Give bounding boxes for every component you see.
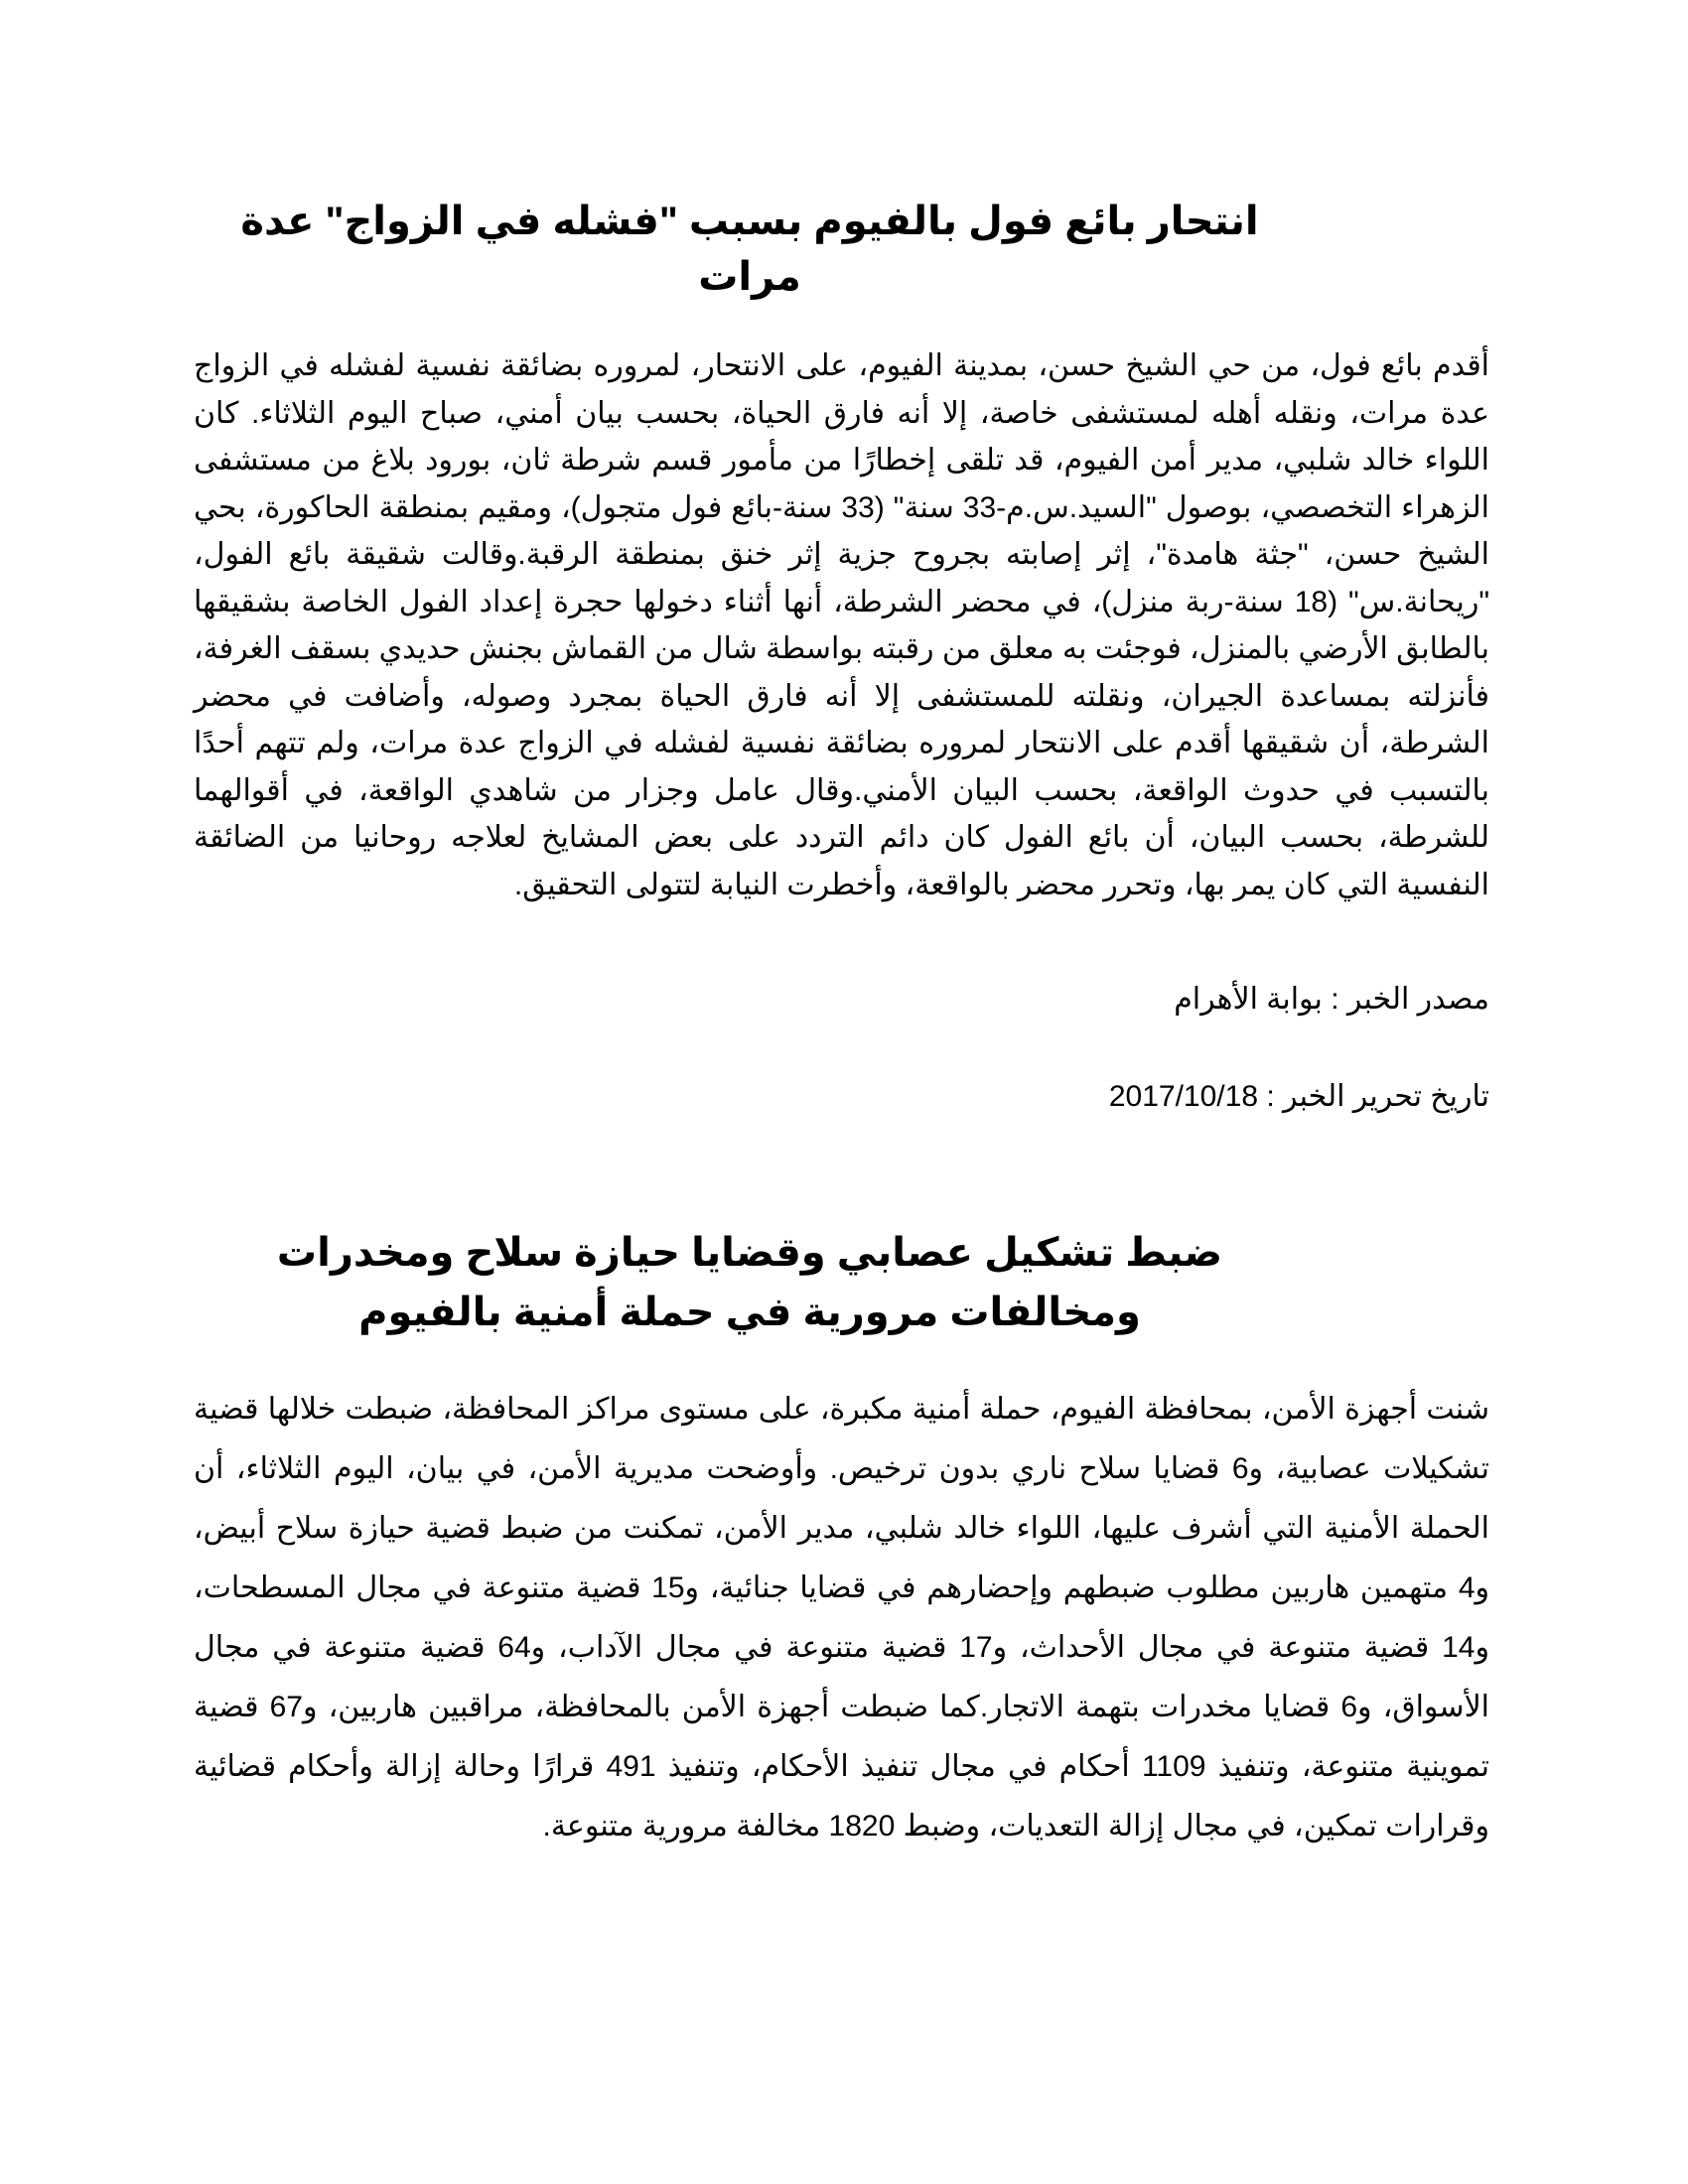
article-2-title: ضبط تشكيل عصابي وقضايا حيازة سلاح ومخدرات ومخالفات مرورية في حملة أمنية بالفيوم: [276, 1231, 1223, 1334]
article-1-body: أقدم بائع فول، من حي الشيخ حسن، بمدينة الفيوم، على الانتحار، لمروره بضائقة نفسية لفشله في الزواج عدة مرات، ونقله أهله لمستشفى خاصة، إلا أنه فارق الحياة، بحسب بيان أمني، صباح اليوم الثلاثاء. كان اللواء خالد شلبي، مدير أمن الفيوم، قد تلقى إخطارًا من مأمور قسم شرطة ثان، بورود بلاغ من مستشفى الزهراء التخصصي، بوصول "السيد.س.م-33 سنة" (33 سنة-بائع فول متجول)، ومقيم بمنطقة الحاكورة، بحي الشيخ حسن، "جثة هامدة"، إثر إصابته بجروح جزية إثر خنق بمنطقة الرقبة.وقالت شقيقة بائع الفول، "ريحانة.س" (18 سنة-ربة منزل)، في محضر الشرطة، أنها أثناء دخولها حجرة إعداد الفول الخاصة بشقيقها بالطابق الأرضي بالمنزل، فوجئت به معلق من رقبته بواسطة شال من القماش بجنش حديدي بسقف الغرفة، فأنزلته بمساعدة الجيران، ونقلته للمستشفى إلا أنه فارق الحياة بمجرد وصوله، وأضافت في محضر الشرطة، أن شقيقها أقدم على الانتحار لمروره بضائقة نفسية لفشله في الزواج عدة مرات، ولم تتهم أحدًا بالتسبب في حدوث الواقعة، بحسب البيان الأمني.وقال عامل وجزار من شاهدي الواقعة، في أقوالهما للشرطة، بحسب البيان، أن بائع الفول كان دائم التردد على بعض المشايخ لعلاجه روحانيا من الضائقة النفسية التي كان يمر بها، وتحرر محضر بالواقعة، وأخطرت النيابة لتتولى التحقيق.: [194, 349, 1490, 901]
article-1-title: انتحار بائع فول بالفيوم بسبب "فشله في الزواج" عدة مرات: [240, 200, 1259, 299]
article-2-body: شنت أجهزة الأمن، بمحافظة الفيوم، حملة أمنية مكبرة، على مستوى مراكز المحافظة، ضبطت خلالها قضية تشكيلات عصابية، و6 قضايا سلاح ناري بدون ترخيص. وأوضحت مديرية الأمن، في بيان، اليوم الثلاثاء، أن الحملة الأمنية التي أشرف عليها، اللواء خالد شلبي، مدير الأمن، تمكنت من ضبط قضية حيازة سلاح أبيض، و4 متهمين هاربين مطلوب ضبطهم وإحضارهم في قضايا جنائية، و15 قضية متنوعة في مجال المسطحات، و14 قضية متنوعة في مجال الأحداث، و17 قضية متنوعة في مجال الآداب، و64 قضية متنوعة في مجال الأسواق، و6 قضايا مخدرات بتهمة الاتجار.كما ضبطت أجهزة الأمن بالمحافظة، مراقبين هاربين، و67 قضية تموينية متنوعة، وتنفيذ 1109 أحكام في مجال تنفيذ الأحكام، وتنفيذ 491 قرارًا وحالة إزالة وأحكام قضائية وقرارات تمكين، في مجال إزالة التعديات، وضبط 1820 مخالفة مرورية متنوعة.: [194, 1393, 1490, 1843]
article-1-date: تاريخ تحرير الخبر : 2017/10/18: [1108, 1080, 1489, 1113]
article-1-source: مصدر الخبر : بوابة الأهرام: [1174, 983, 1489, 1016]
